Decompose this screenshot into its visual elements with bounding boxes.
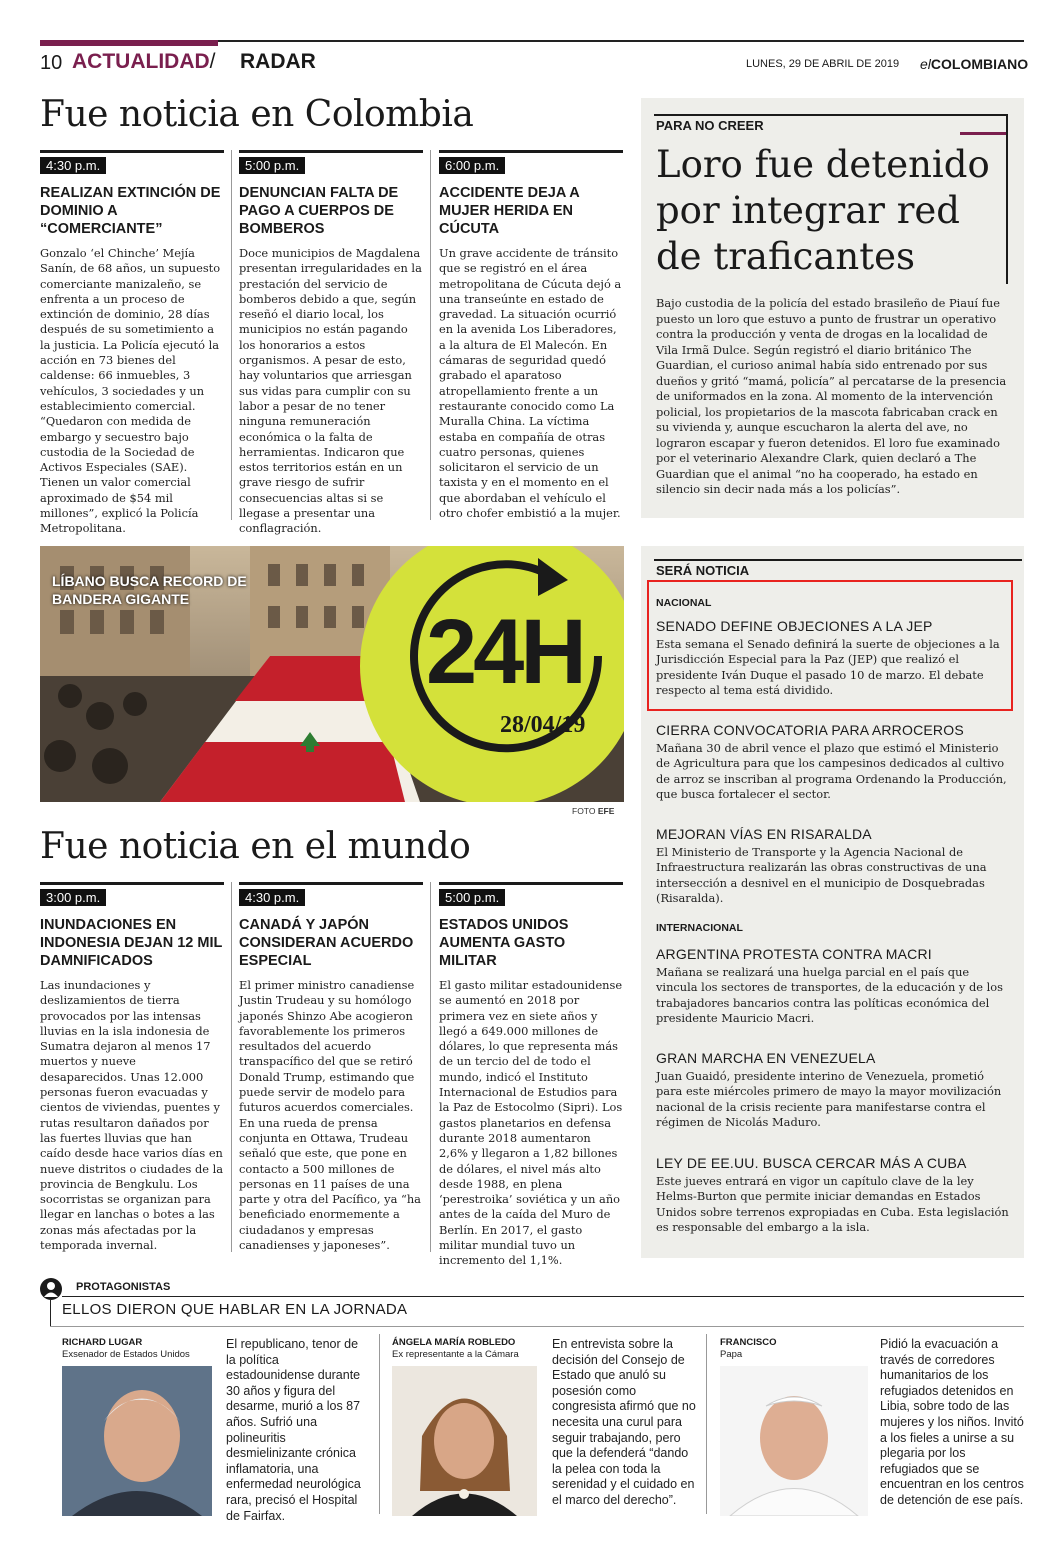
panel-rule	[654, 114, 1006, 116]
person-role: Papa	[720, 1349, 743, 1360]
upcoming-headline: MEJORAN VÍAS EN RISARALDA	[656, 826, 872, 842]
person-name: RICHARD LUGAR	[62, 1337, 143, 1348]
story-body: El gasto militar estadounidense se aumentó en 2018 por primera vez en siete años y llegó a 649.000 millones de dólares, lo que representa más de un tercio del de todo el mundo, indicó el Instituto Internacional de Estudios para la Paz de Estocolmo (Sipri). Los gastos planetarios en defensa durante 2018 aumentaron 2,6% y llegaron a 1,82 billones de dólares, el nivel más alto desde 1988, en plena ‘perestroika’ soviética y un año antes de la caída del Muro de Berlín. En 2017, el gasto militar mundial tuvo un incremento del 1,1%.	[439, 978, 623, 1268]
upcoming-body: Esta semana el Senado definirá la suerte de objeciones a la Jurisdicción Especial para la Paz (JEP) que realizó el presidente Iván Duque el pasado 10 de marzo. El debate respecto al tema está dividido.	[656, 637, 1000, 697]
story-time: 4:30 p.m.	[239, 889, 305, 906]
story-body: Las inundaciones y deslizamientos de tierra provocados por las intensas lluvias en la isla indonesia de Sumatra dejaron al menos 17 muertos y nueve desaparecidos. Unas 12.000 personas fueron evacuadas y cientos de viviendas, puentes y rutas resultaron dañados por las fuertes lluvias que han caído desde hace varios días en nueve distritos o ciudades de la provincia de Bengkulu. Los socorristas se organizan para llegar en lanchas o botes a las zonas más afectadas por la temporada invernal.	[40, 978, 224, 1253]
issue-date: LUNES, 29 DE ABRIL DE 2019	[746, 58, 900, 70]
page-number: 10	[40, 52, 63, 74]
column-divider	[706, 1334, 707, 1514]
story-body: El primer ministro canadiense Justin Trudeau y su homólogo japonés Shinzo Abe acogieron favorablemente los primeros resultados del acuerdo transpacífico del que se retiró Donald Trump, estimando que puede servir de modelo para futuros acuerdos comerciales. En una rueda de prensa conjunta en Ottawa, Trudeau señaló que este, que pone en contacto a 500 millones de personas en 11 países de una parte y otra del Pacífico, ya “ha beneficiado enormemente a ciudadanos y empresas canadienses y japoneses”.	[239, 978, 421, 1253]
upcoming-body: Mañana se realizará una huelga parcial en el país que vincula los sectores de transportes, de la educación y de los trabajadores bancarios contra las políticas económica del presidente Mauricio Macri.	[656, 965, 1003, 1025]
story-time: 5:00 p.m.	[239, 157, 305, 174]
story-time: 5:00 p.m.	[439, 889, 505, 906]
category-internacional: INTERNACIONAL	[656, 922, 743, 934]
story-rule	[40, 882, 224, 885]
photo-caption: LÍBANO BUSCA RECORD DE BANDERA GIGANTE	[52, 573, 247, 607]
story-headline: CANADÁ Y JAPÓN CONSIDERAN ACUERDO ESPECIAL	[239, 917, 414, 969]
panel-accent	[960, 132, 1008, 135]
column-divider	[430, 882, 431, 1252]
story-rule	[439, 150, 623, 153]
protagonistas-subtitle: ELLOS DIERON QUE HABLAR EN LA JORNADA	[62, 1301, 408, 1318]
para-no-creer-title: Loro fue detenido por integrar red de traficantes	[656, 143, 990, 278]
person-name: FRANCISCO	[720, 1337, 777, 1348]
protagonistas-label: PROTAGONISTAS	[76, 1281, 171, 1293]
person-quote: Pidió la evacuación a través de corredores humanitarios de los refugiados detenidos en Libia, sobre todo de las mujeres y los niños. Invitó a los fieles a unirse a su plegaria por los refugiados que se encuentran en los centros de detención de ese país.	[880, 1337, 1024, 1507]
story-rule	[239, 882, 423, 885]
story-headline: ESTADOS UNIDOS AUMENTA GASTO MILITAR	[439, 917, 569, 969]
person-role: Exsenador de Estados Unidos	[62, 1349, 190, 1360]
upcoming-headline: GRAN MARCHA EN VENEZUELA	[656, 1050, 876, 1066]
upcoming-body: Este jueves entrará en vigor un capítulo clave de la ley Helms-Burton que permite iniciar demandas en Estados Unidos sobre terrenos expropiadas en Cuba. Esta legislación es responsable del embargo a la isla.	[656, 1174, 1009, 1234]
protagonistas-vertical-rule	[50, 1300, 51, 1326]
angela-robledo-photo	[392, 1366, 537, 1516]
person-icon	[40, 1278, 62, 1300]
colombia-section-title: Fue noticia en Colombia	[40, 94, 474, 135]
upcoming-body: Juan Guaidó, presidente interino de Venezuela, prometió para este miércoles primero de mayo la mayor movilización nacional de la crisis reciente para manifestarse contra el régimen de Nicolás Maduro.	[656, 1069, 1002, 1129]
24h-badge-date: 28/04/19	[500, 712, 586, 738]
section-separator: /	[209, 50, 216, 73]
panel-rule	[654, 559, 1022, 561]
story-headline: REALIZAN EXTINCIÓN DE DOMINIO A “COMERCIANTE”	[40, 185, 221, 237]
upcoming-headline: CIERRA CONVOCATORIA PARA ARROCEROS	[656, 722, 964, 738]
photo-credit: FOTO EFE	[572, 806, 615, 816]
mundo-section-title: Fue noticia en el mundo	[40, 826, 471, 867]
person-quote: En entrevista sobre la decisión del Consejo de Estado que anuló su posesión como congresista afirmó que no necesita una curul para seguir trabajando, pero que la defenderá “dando la pelea con toda la serenidad y el cuidado en el marco del derecho”.	[552, 1337, 696, 1507]
column-divider	[379, 1334, 380, 1514]
portrait-illustration	[62, 1366, 212, 1516]
story-time: 4:30 p.m.	[40, 157, 106, 174]
24h-badge-text: 24H	[426, 601, 583, 703]
column-divider	[231, 150, 232, 520]
story-time: 6:00 p.m.	[439, 157, 505, 174]
story-headline: INUNDACIONES EN INDONESIA DEJAN 12 MIL DAMNIFICADOS	[40, 917, 223, 969]
upcoming-headline: LEY DE EE.UU. BUSCA CERCAR MÁS A CUBA	[656, 1155, 967, 1171]
pope-francisco-photo	[720, 1366, 868, 1516]
story-headline: DENUNCIAN FALTA DE PAGO A CUERPOS DE BOMBEROS	[239, 185, 399, 237]
upcoming-body: Mañana 30 de abril vence el plazo que estimó el Ministerio de Agricultura para que los campesinos dedicados al cultivo de arroz se inscriban al programa Ordenando la Producción, que busca fortalecer el sector.	[656, 741, 1007, 801]
mundo-story-2	[239, 882, 423, 1253]
story-body: Doce municipios de Magdalena presentan irregularidades en la prestación del servicio de bomberos debido a que, según reseñó el diario local, los municipios no están pagando los honorarios a estos organismos. A pesar de esto, hay voluntarios que arriesgan sus vidas para cumplir con su labor a pesar de no tener ninguna remuneración económica o la falta de herramientas. Indicaron que estos territorios están en un grave riesgo de sufrir consecuencias altas si se llegase a presentar una conflagración.	[239, 246, 422, 536]
mundo-story-1	[40, 882, 224, 1253]
person-name: ÁNGELA MARÍA ROBLEDO	[392, 1337, 516, 1348]
colombia-story-3	[439, 150, 623, 521]
para-no-creer-body: Bajo custodia de la policía del estado brasileño de Piauí fue puesto un loro que estuvo a punto de frustrar un operativo contra la producción y venta de drogas en la localidad de Vila Irmã Dulce. Según registró el diario británico The Guardian, el curioso animal había sido entrenado por sus dueños y gritó “mamá, policía” al percatarse de la presencia de uniformados en la zona. Al momento de la intervención policial, los propietarios de la mascota fabricaban crack en su vivienda y, aunque escucharon la alerta del ave, no lograron escapar y fueron detenidos. El loro fue examinado por el veterinario Alexandre Clark, quien declaró a The Guardian que el animal “no ha cooperado, ha estado en silencio sin decir nada más a los policías”.	[656, 296, 1007, 496]
column-divider	[231, 882, 232, 1252]
richard-lugar-photo	[62, 1366, 212, 1516]
person-glyph	[40, 1278, 62, 1300]
portrait-illustration	[720, 1366, 868, 1516]
column-divider	[430, 150, 431, 520]
mundo-story-3	[439, 882, 623, 1269]
person-role: Ex representante a la Cámara	[392, 1349, 519, 1360]
story-rule	[239, 150, 423, 153]
upcoming-headline: SENADO DEFINE OBJECIONES A LA JEP	[656, 618, 933, 634]
sera-noticia-label: SERÁ NOTICIA	[656, 563, 750, 578]
story-body: Gonzalo ‘el Chinche’ Mejía Sanín, de 68 años, un supuesto comerciante manizaleño, se enfrenta a un proceso de extinción de dominio, 28 días después de su sometimiento a la justicia. La Policía ejecutó la acción en 73 bienes del caldense: 66 inmuebles, 3 vehículos, 3 sociedades y un establecimiento comercial. “Quedaron con medida de embargo y secuestro bajo custodia de la Sociedad de Activos Especiales (SAE). Tienen un valor comercial aproximado de $54 mil millones”, explicó la Policía Metropolitana.	[40, 246, 221, 536]
story-time: 3:00 p.m.	[40, 889, 106, 906]
protagonistas-rule-bottom	[50, 1326, 1024, 1327]
colombia-story-1	[40, 150, 224, 537]
story-rule	[40, 150, 224, 153]
highlight-box	[647, 580, 1013, 711]
para-no-creer-label: PARA NO CREER	[656, 118, 764, 133]
colombia-story-2	[239, 150, 423, 537]
story-body: Un grave accidente de tránsito que se registró en el área metropolitana de Cúcuta dejó a una transeúnte en estado de gravedad. La situación ocurrió en la avenida Los Liberadores, a la altura de El Malecón. En cámaras de seguridad quedó grabado el aparatoso atropellamiento frente a un restaurante conocido como La Muralla China. La víctima estaba en compañía de otras cuatro personas, quienes solicitaron el servicio de un taxista y en el momento en el que abordaban el vehículo el otro chofer embistió a la mujer.	[439, 246, 622, 521]
header-accent-bar	[40, 40, 218, 46]
upcoming-headline: ARGENTINA PROTESTA CONTRA MACRI	[656, 946, 932, 962]
subsection-name: RADAR	[240, 50, 316, 73]
portrait-illustration	[392, 1366, 537, 1516]
category-nacional: NACIONAL	[656, 597, 712, 609]
section-name: ACTUALIDAD/	[72, 50, 216, 73]
upcoming-body: El Ministerio de Transporte y la Agencia Nacional de Infraestructura realizarán las obras constructivas de una intersección a desnivel en el municipio de Dosquebradas (Risaralda).	[656, 845, 987, 905]
brand-logo: elCOLOMBIANO	[920, 56, 1029, 72]
story-rule	[439, 882, 623, 885]
person-quote: El republicano, tenor de la política estadounidense durante 30 años y figura del desarme, murió a los 87 años. Sufrió una polineuritis desmielinizante crónica inflamatoria, una enfermedad neurológica rara, precisó el Hospital de Fairfax.	[226, 1337, 361, 1523]
story-headline: ACCIDENTE DEJA A MUJER HERIDA EN CÚCUTA	[439, 185, 580, 237]
protagonistas-rule	[62, 1296, 1024, 1297]
panel-vertical-rule	[1006, 114, 1008, 284]
